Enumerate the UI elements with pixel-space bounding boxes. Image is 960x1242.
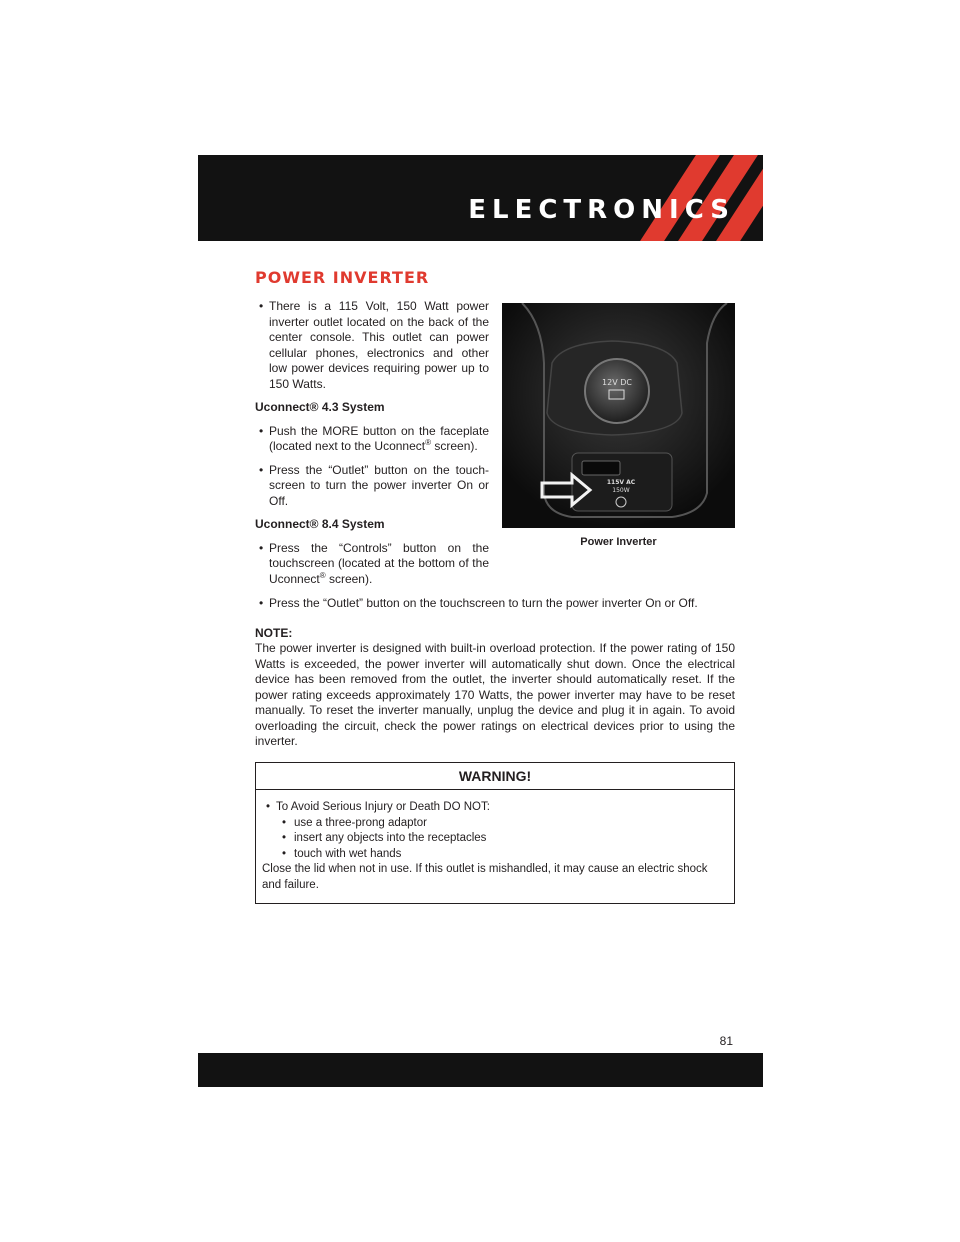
- 150w-label: 150W: [612, 487, 630, 494]
- 12v-outlet-label: 12V DC: [602, 378, 632, 387]
- header-title: ELECTRONICS: [468, 195, 735, 225]
- system-43-heading: Uconnect® 4.3 System: [255, 400, 385, 414]
- system-84-heading: Uconnect® 8.4 System: [255, 517, 385, 531]
- registered-mark: ®: [319, 570, 326, 580]
- 12v-outlet-cap: [585, 359, 649, 423]
- warning-lead: • To Avoid Serious Injury or Death DO NOT:: [262, 800, 728, 816]
- warning-body: [256, 790, 734, 893]
- system-43-bullet-1: [255, 424, 489, 455]
- system-43-bullet-1-text: Push the MORE button on the faceplate (located next to the Uconnect: [269, 423, 489, 453]
- power-inverter-illustration: [502, 303, 735, 528]
- note-label: NOTE:: [255, 625, 293, 640]
- warning-box: [255, 762, 735, 904]
- warning-item: • use a three-prong adaptor: [262, 816, 728, 832]
- footer-band: [198, 1053, 763, 1087]
- section-title: POWER INVERTER: [255, 268, 430, 287]
- warning-item: • insert any objects into the receptacles: [262, 831, 728, 847]
- warning-title: WARNING!: [256, 763, 734, 790]
- section-header-band: [198, 155, 763, 241]
- note-body: The power inverter is designed with built-in overload protection. If the power rating of 150 Watts is exceeded, the power inverter will automatically shut down. Once the electrical device has been removed from the outlet, the inverter should automatically reset. If the power rating exceeds approximately 170 Watts, the power inverter may have to be reset manually. To reset the inverter manually, unplug the device and plug it in again. To avoid overloading the circuit, check the power ratings on electrical devices prior to using the inverter.: [255, 641, 735, 748]
- warning-item: • touch with wet hands: [262, 847, 728, 863]
- system-43-bullet-1-end: screen).: [434, 439, 478, 453]
- system-84-bullet-1-end: screen).: [328, 571, 373, 586]
- system-84-bullet-1-text: Press the “Controls” button on the touchscreen (located at the bottom of the Uconnect: [269, 540, 489, 586]
- warning-closing: Close the lid when not in use. If this outlet is mishandled, it may cause an electric shock and failure.: [262, 863, 708, 891]
- figure-caption: Power Inverter: [580, 536, 657, 548]
- intro-bullet: • There is a 115 Volt, 150 Watt power inverter outlet located on the back of the center console. This outlet can power cellular phones, electronics and other low power devices requiring power up to 150 Watts.: [255, 299, 489, 392]
- full-width-text: [255, 596, 735, 750]
- power-inverter-photo: [502, 303, 735, 528]
- system-84-bullet-2: • Press the “Outlet” button on the touchscreen to turn the power inverter On or Off.: [255, 596, 735, 612]
- registered-mark: ®: [425, 438, 431, 447]
- left-column: [255, 299, 489, 595]
- 115v-outlet-label: 115V AC: [606, 479, 636, 486]
- system-43-bullet-2: • Press the “Outlet” button on the touch-screen to turn the power inverter On or Off.: [255, 463, 489, 510]
- page-number: 81: [719, 1034, 733, 1048]
- system-84-bullet-1: [255, 541, 489, 588]
